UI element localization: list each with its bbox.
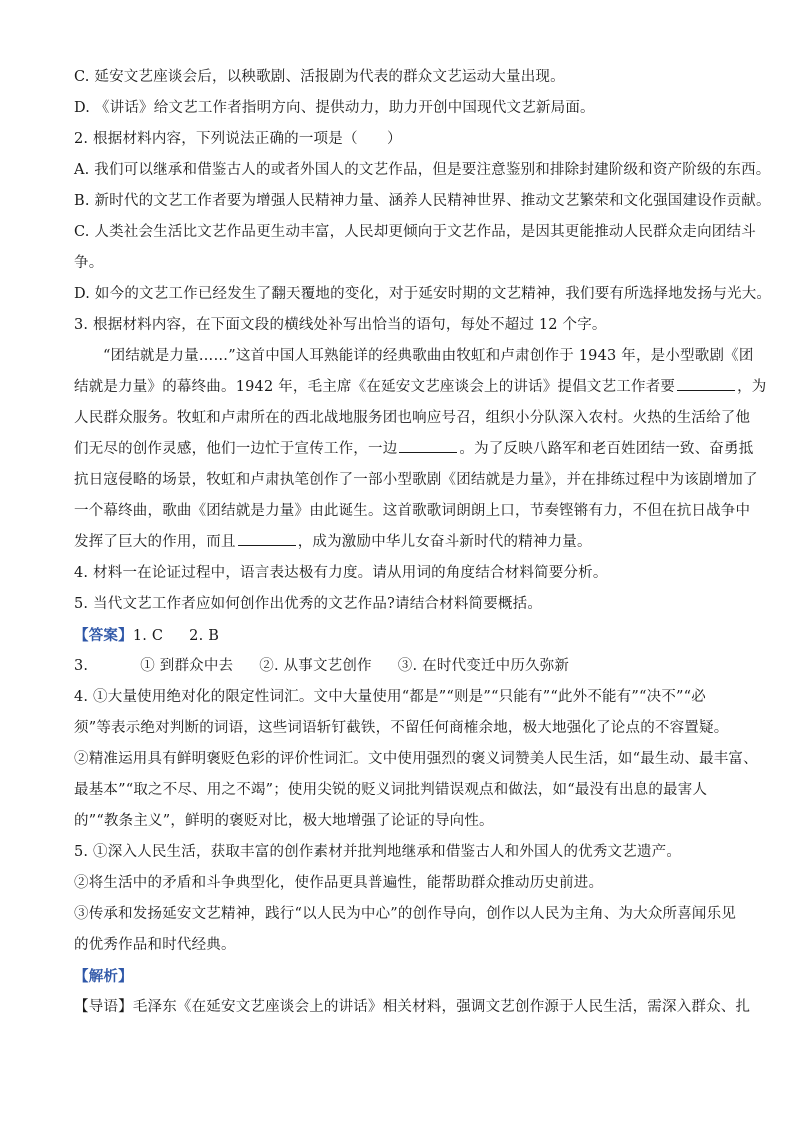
q2-stem: 2. 根据材料内容，下列说法正确的一项是（ ） (74, 131, 402, 147)
document-page (74, 62, 772, 1023)
q2-option-c-line2: 争。 (74, 255, 104, 271)
answer-q3-item-2: ②. 从事文艺创作 (259, 658, 372, 674)
answer-q3-item-3: ③. 在时代变迁中历久弥新 (397, 658, 570, 674)
fill-blank-2 (399, 438, 457, 453)
guide-tag: 【导语】 (74, 999, 133, 1015)
answer-q5-line-2: ②将生活中的矛盾和斗争典型化，使作品更具普遍性，能帮助群众推动历史前进。 (74, 875, 604, 891)
analysis-tag: 【解析】 (74, 968, 133, 985)
q3-passage-text: 结就是力量》的幕终曲。1942 年，毛主席《在延安文艺座谈会上的讲话》提倡文艺工作者要 (74, 379, 676, 395)
q2-option-d: D. 如今的文艺工作已经发生了翻天覆地的变化，对于延安时期的文艺精神，我们要有所选择地发扬与光大。 (74, 286, 772, 302)
q2-option-a: A. 我们可以继承和借鉴古人的或者外国人的文艺作品，但是要注意鉴别和排除封建阶级和资产阶级的东西。 (74, 162, 771, 178)
answer-q5-line-4: 的优秀作品和时代经典。 (74, 937, 236, 953)
q3-passage-line-4 (74, 434, 754, 465)
answer-q3-number: 3. (74, 658, 89, 674)
guide-text: 毛泽东《在延安文艺座谈会上的讲话》相关材料，强调文艺创作源于人民生活，需深入群众、扎 (132, 999, 751, 1015)
q3-passage-line-6: 一个幕终曲，歌曲《团结就是力量》由此诞生。这首歌歌词朗朗上口，节奏铿锵有力，不但在抗日战争中 (74, 503, 751, 519)
answer-q4-line-1: 4. ①大量使用绝对化的限定性词汇。文中大量使用“都是”“则是”“只能有”“此外不能有”“决不”“必 (74, 689, 706, 705)
q3-passage-text: ，为 (737, 379, 767, 395)
q2-option-c-line1: C. 人类社会生活比文艺作品更生动丰富，人民却更倾向于文艺作品，是因其更能推动人民群众走向团结斗 (74, 224, 756, 240)
answer-q1: 1. C (132, 628, 164, 644)
answer-q4-line-2: 须”等表示绝对判断的词语，这些词语斩钉截铁，不留任何商榷余地，极大地强化了论点的不容置疑。 (74, 720, 729, 736)
q5-stem: 5. 当代文艺工作者应如何创作出优秀的文艺作品?请结合材料简要概括。 (74, 596, 543, 612)
fill-blank-3 (238, 531, 296, 546)
q3-passage-text: 。为了反映八路军和老百姓团结一致、奋勇抵 (459, 441, 754, 457)
q1-option-d: D. 《讲话》给文艺工作者指明方向、提供动力，助力开创中国现代文艺新局面。 (74, 100, 595, 116)
q1-option-c: C. 延安文艺座谈会后，以秧歌剧、活报剧为代表的群众文艺运动大量出现。 (74, 69, 565, 85)
q3-passage-line-5: 抗日寇侵略的场景，牧虹和卢肃执笔创作了一部小型歌剧《团结就是力量》，并在排练过程中为该剧增加了 (74, 472, 758, 488)
answer-q2: 2. B (189, 628, 220, 644)
answer-q3-item-1: ① 到群众中去 (140, 658, 234, 674)
answer-q4-line-5: 的”“教条主义”，鲜明的褒贬对比，极大地增强了论证的导向性。 (74, 813, 494, 829)
q3-stem: 3. 根据材料内容，在下面文段的横线处补写出恰当的语句，每处不超过 12 个字。 (74, 317, 607, 333)
answer-q5-line-3: ③传承和发扬延安文艺精神，践行“以人民为中心”的创作导向，创作以人民为主角、为大众所喜闻乐见 (74, 906, 737, 922)
answer-line (74, 620, 734, 651)
q3-passage-line-1: “团结就是力量……”这首中国人耳熟能详的经典歌曲由牧虹和卢肃创作于 1943 年，是小型歌剧《团 (103, 348, 754, 364)
analysis-guide-line (74, 992, 751, 1023)
q3-passage-line-2 (74, 372, 767, 403)
q2-option-b: B. 新时代的文艺工作者要为增强人民精神力量、涵养人民精神世界、推动文艺繁荣和文化强国建设作贡献。 (74, 193, 771, 209)
answer-tag: 【答案】 (74, 627, 133, 644)
fill-blank-1 (677, 376, 735, 391)
analysis-heading (74, 961, 734, 992)
q3-passage-text: ，成为激励中华儿女奋斗新时代的精神力量。 (297, 534, 592, 550)
q3-passage-text: 们无尽的创作灵感，他们一边忙于宣传工作，一边 (74, 441, 398, 457)
q3-passage-line-3: 人民群众服务。牧虹和卢肃所在的西北战地服务团也响应号召，组织小分队深入农村。火热的生活给了他 (74, 410, 751, 426)
q3-passage-line-7 (74, 527, 734, 558)
answer-q4-line-4: 最基本”“取之不尽、用之不竭”；使用尖锐的贬义词批判错误观点和做法，如“最没有出息的最害人 (74, 782, 708, 798)
q3-passage-text: 发挥了巨大的作用，而且 (74, 534, 236, 550)
answer-q5-line-1: 5. ①深入人民生活，获取丰富的创作素材并批判地继承和借鉴古人和外国人的优秀文艺遗产。 (74, 844, 682, 860)
answer-q3-line (74, 651, 734, 682)
answer-q4-line-3: ②精准运用具有鲜明褒贬色彩的评价性词汇。文中使用强烈的褒义词赞美人民生活，如“最生动、最丰富、 (74, 751, 758, 767)
q4-stem: 4. 材料一在论证过程中，语言表达极有力度。请从用词的角度结合材料简要分析。 (74, 565, 608, 581)
